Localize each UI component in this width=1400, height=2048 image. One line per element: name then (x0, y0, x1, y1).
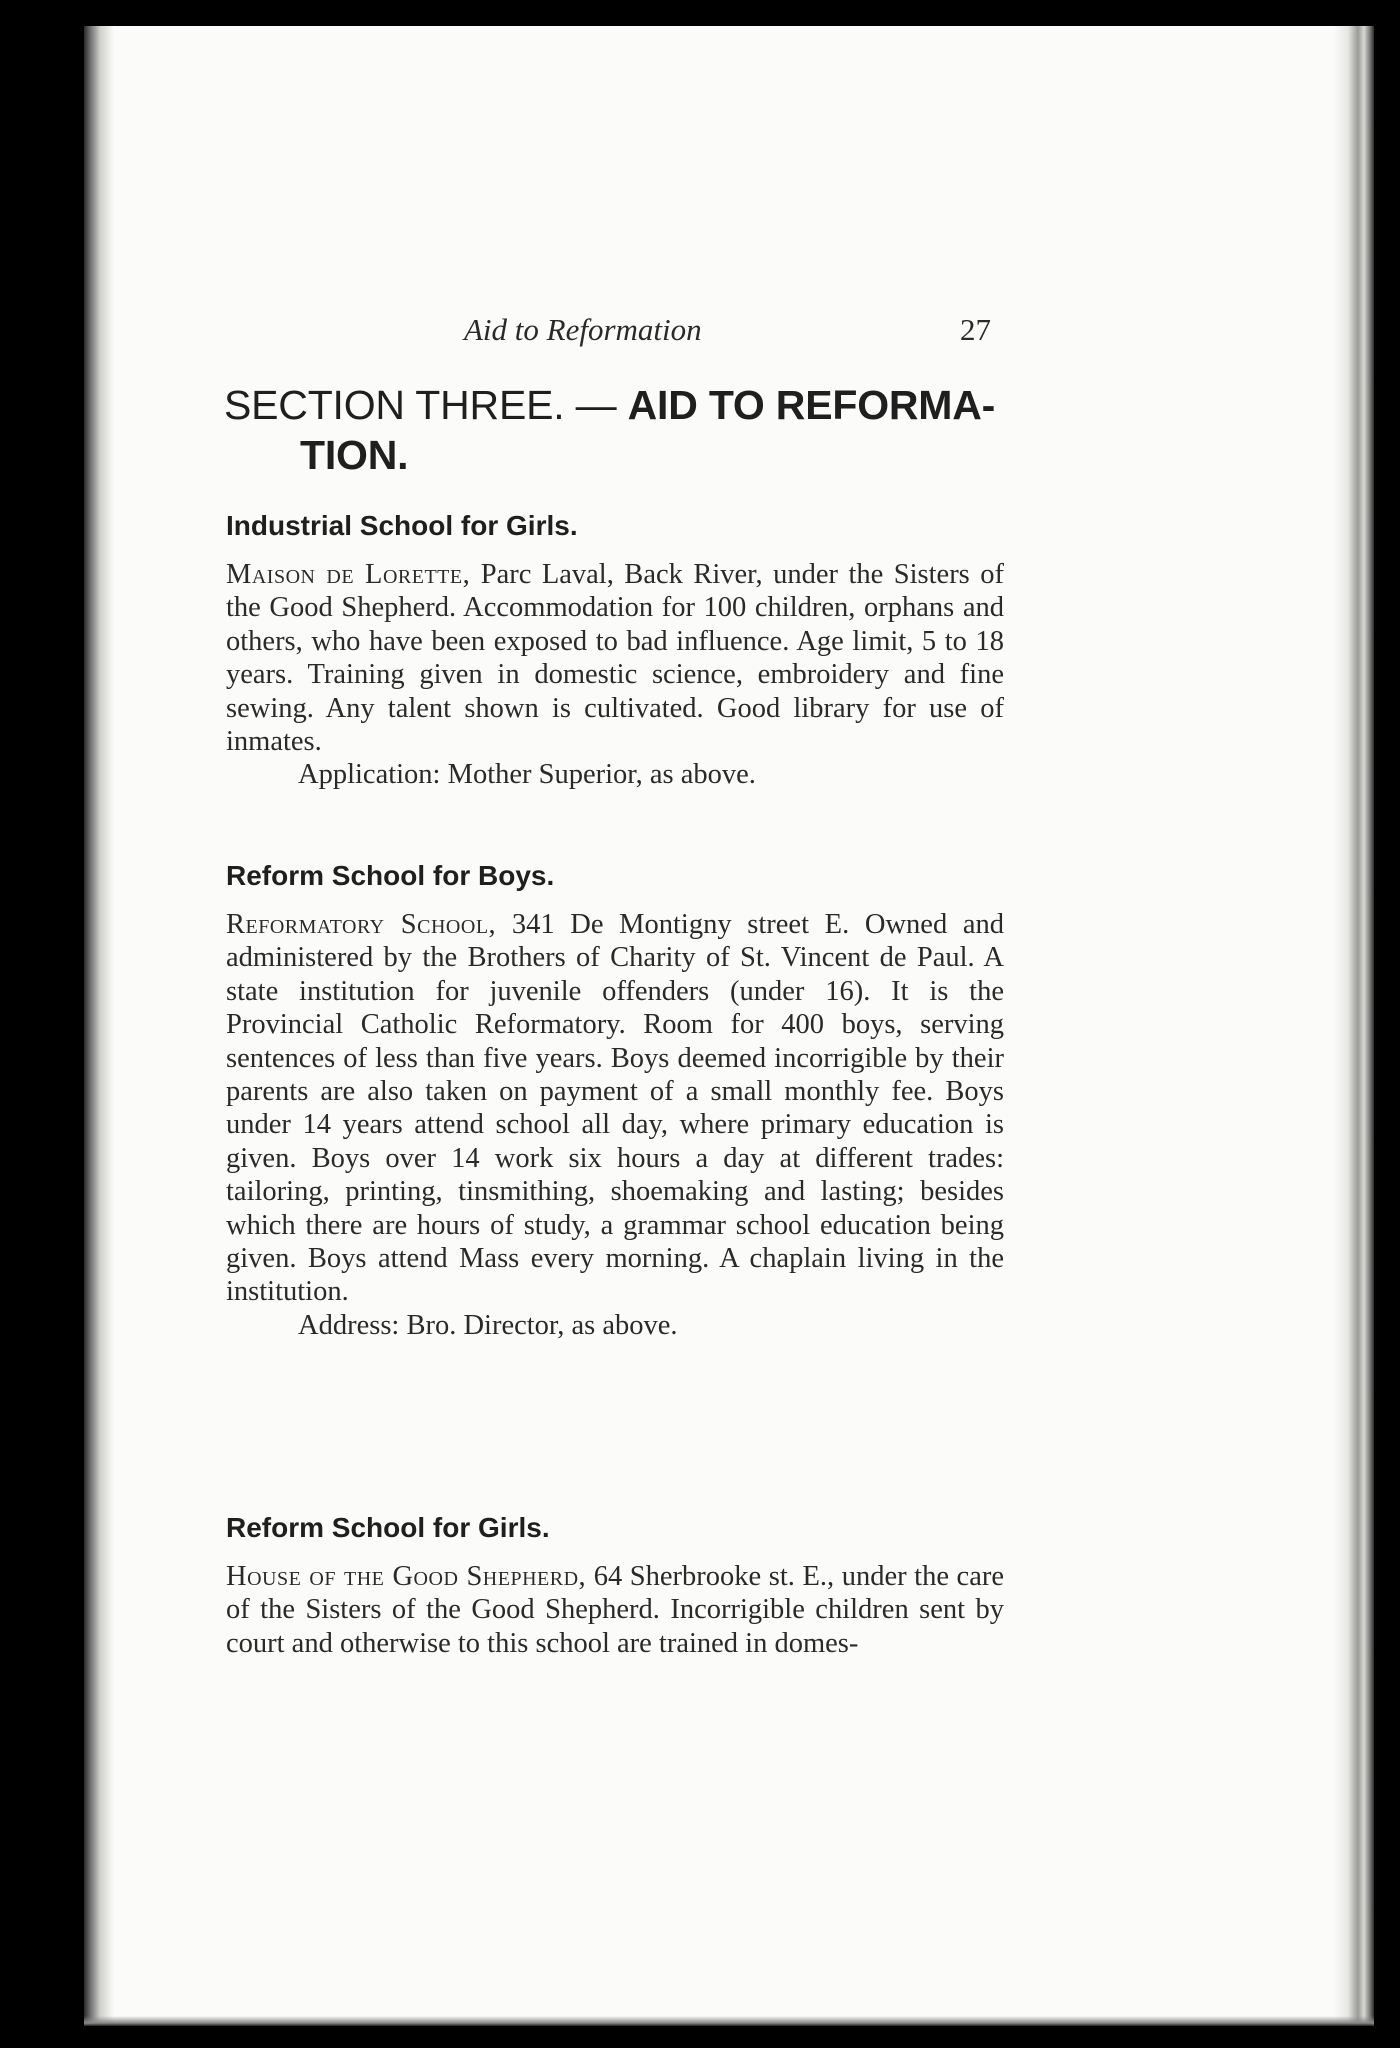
binding-shadow (84, 26, 114, 2026)
section-title-bold: AID TO REFORMA- (627, 382, 996, 428)
entry-contact: Address: Bro. Director, as above. (298, 1309, 678, 1341)
institution-name: Reformatory School, (226, 909, 497, 940)
entry-body: Parc Laval, Back River, under the Sisters of the Good Shepherd. Accommodation for 100 children, orphans and others, who have been exposed to bad influence. Age limit, 5 to 18 years. Training given in domestic science, embroidery and fine sewing. Any talent shown is cultivated. Good library for use of inmates. (226, 559, 1004, 758)
entry-paragraph (226, 1560, 1004, 1660)
entry-contact: Application: Mother Superior, as above. (298, 759, 756, 791)
page-edge (1334, 26, 1374, 2026)
entry-heading: Reform School for Girls. (226, 1512, 550, 1543)
book-page (84, 26, 1374, 2026)
institution-name: House of the Good Shepherd, (226, 1561, 587, 1592)
page-number: 27 (960, 312, 991, 347)
section-title-plain: SECTION THREE. — (224, 382, 628, 428)
section-title-continuation: TION. (300, 432, 409, 478)
entry-paragraph (226, 908, 1005, 1342)
entry-heading: Reform School for Boys. (226, 860, 555, 891)
section-title (224, 380, 1004, 480)
running-head: Aid to Reformation (464, 312, 702, 347)
page-bottom-edge (84, 2016, 1374, 2026)
institution-name: Maison de Lorette, (226, 559, 471, 590)
entry-body: 341 De Montigny street E. Owned and administered by the Brothers of Charity of St. Vincent de Paul. A state institution for juvenile offenders (under 16). It is the Provincial Catholic Reformatory. Room for 400 boys, serving sentences of less than five years. Boys deemed incorrigible by their parents are also taken on payment of a small monthly fee. Boys under 14 years attend school all day, where primary education is given. Boys over 14 work six hours a day at different trades: tailoring, printing, tinsmithing, shoemaking and lasting; besides which there are hours of study, a grammar school education being given. Boys attend Mass every morning. A chaplain living in the institution. (226, 909, 1005, 1308)
entry-body: 64 Sherbrooke st. E., under the care of the Sisters of the Good Shepherd. Incorrigible children sent by court and otherwise to this school are trained in domes- (226, 1561, 1004, 1659)
entry-paragraph (226, 558, 1004, 792)
entry-heading: Industrial School for Girls. (226, 510, 578, 541)
